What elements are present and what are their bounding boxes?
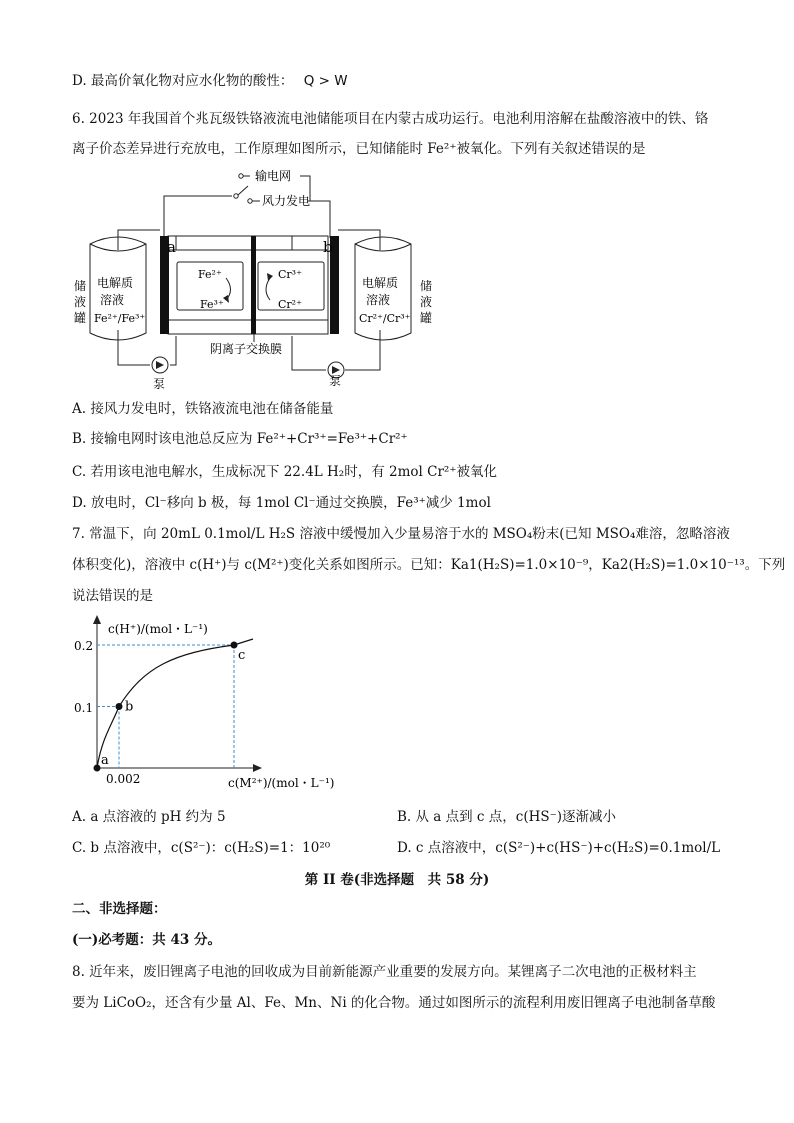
- q5-option-d-formula: Q > W: [303, 73, 348, 89]
- point-a: [94, 764, 101, 771]
- grid-label: 输电网: [255, 169, 292, 183]
- point-c: [231, 642, 238, 649]
- q6-option-d: D. 放电时，Cl⁻移向 b 极，每 1mol Cl⁻通过交换膜，Fe³⁺减少 1mol: [72, 495, 491, 511]
- point-label-c: c: [238, 648, 246, 663]
- x-tick-0.002: 0.002: [106, 772, 141, 786]
- right-tank-text-2: 溶液: [366, 293, 391, 307]
- y-tick-0.1: 0.1: [74, 701, 94, 715]
- pump-left-label: 泵: [153, 377, 166, 391]
- q6-option-b: B. 接输电网时该电池总反应为 Fe²⁺+Cr³⁺=Fe³⁺+Cr²⁺: [72, 431, 408, 447]
- x-axis-label: c(M²⁺)/(mol・L⁻¹): [228, 776, 335, 790]
- left-tank-text-1: 电解质: [97, 276, 134, 290]
- q5-option-d: [72, 71, 348, 91]
- left-tank-text-3: Fe²⁺/Fe³⁺: [94, 312, 146, 325]
- point-b: [116, 703, 123, 710]
- q8-stem-line1: 8. 近年来，废旧锂离子电池的回收成为目前新能源产业重要的发展方向。某锂离子二次电池的正极材料主: [72, 964, 697, 980]
- section-2-title: 第 II 卷(非选择题 共 58 分): [304, 872, 490, 888]
- right-ion-bottom: Cr²⁺: [278, 298, 302, 311]
- q7-stem-line1: 7. 常温下，向 20mL 0.1mol/L H₂S 溶液中缓慢加入少量易溶于水的 MSO₄粉末(已知 MSO₄难溶，忽略溶液: [72, 526, 730, 542]
- y-axis-arrow: [93, 615, 101, 624]
- q7-option-b: B. 从 a 点到 c 点，c(HS⁻)逐渐减小: [397, 809, 617, 825]
- q7-stem-line3: 说法错误的是: [72, 588, 153, 604]
- electrode-b-label: b: [323, 238, 333, 256]
- wind-label: 风力发电: [262, 194, 311, 208]
- right-tank-side-3: 罐: [420, 311, 433, 325]
- q6-stem-line1: 6. 2023 年我国首个兆瓦级铁铬液流电池储能项目在内蒙古成功运行。电池利用溶解在盐酸溶液中的铁、铬: [72, 111, 709, 127]
- pump-right-label: 泵: [329, 374, 342, 388]
- x-axis-arrow: [253, 764, 262, 772]
- electrode-a-label: a: [167, 238, 176, 256]
- left-tank-text-2: 溶液: [100, 293, 125, 307]
- y-tick-0.2: 0.2: [74, 639, 94, 653]
- left-ion-top: Fe²⁺: [198, 268, 222, 281]
- q7-stem-line2: 体积变化)，溶液中 c(H⁺)与 c(M²⁺)变化关系如图所示。已知：Ka1(H₂S)=1.0×10⁻⁹，Ka2(H₂S)=1.0×10⁻¹³。下列: [72, 557, 786, 573]
- q7-option-a: A. a 点溶液的 pH 约为 5: [72, 809, 226, 825]
- q5-option-d-text: D. 最高价氧化物对应水化物的酸性：: [72, 73, 294, 89]
- q6-option-a: A. 接风力发电时，铁铬液流电池在储备能量: [72, 401, 334, 417]
- right-ion-top: Cr³⁺: [278, 268, 302, 281]
- q7-chart: [70, 612, 350, 802]
- q7-option-c: C. b 点溶液中，c(S²⁻)：c(H₂S)=1：10²⁰: [72, 840, 331, 856]
- y-axis-label: c(H⁺)/(mol・L⁻¹): [108, 622, 208, 636]
- membrane-label: 阴离子交换膜: [210, 342, 283, 356]
- right-tank-side-2: 液: [420, 295, 433, 309]
- section-2-part: 二、非选择题：: [72, 901, 167, 917]
- right-tank-text-1: 电解质: [362, 276, 399, 290]
- flow-battery-diagram: [70, 168, 450, 393]
- q8-stem-line2: 要为 LiCoO₂，还含有少量 Al、Fe、Mn、Ni 的化合物。通过如图所示的流程利用废旧锂离子电池制备草酸: [72, 995, 716, 1011]
- point-label-a: a: [101, 752, 109, 768]
- left-tank-side-1: 储: [74, 279, 87, 293]
- section-2-required: (一)必考题：共 43 分。: [72, 932, 221, 948]
- right-tank-text-3: Cr²⁺/Cr³⁺: [359, 312, 411, 325]
- q6-stem-line2: 离子价态差异进行充放电，工作原理如图所示，已知储能时 Fe²⁺被氧化。下列有关叙述错误的是: [72, 141, 646, 157]
- left-ion-bottom: Fe³⁺: [200, 298, 224, 311]
- q7-option-d: D. c 点溶液中，c(S²⁻)+c(HS⁻)+c(H₂S)=0.1mol/L: [397, 840, 721, 856]
- left-tank-side-2: 液: [74, 295, 87, 309]
- left-tank-side-3: 罐: [74, 311, 87, 325]
- q6-option-c: C. 若用该电池电解水，生成标况下 22.4L H₂时，有 2mol Cr²⁺被氧化: [72, 464, 497, 480]
- right-tank-side-1: 储: [420, 279, 433, 293]
- point-label-b: b: [125, 699, 134, 715]
